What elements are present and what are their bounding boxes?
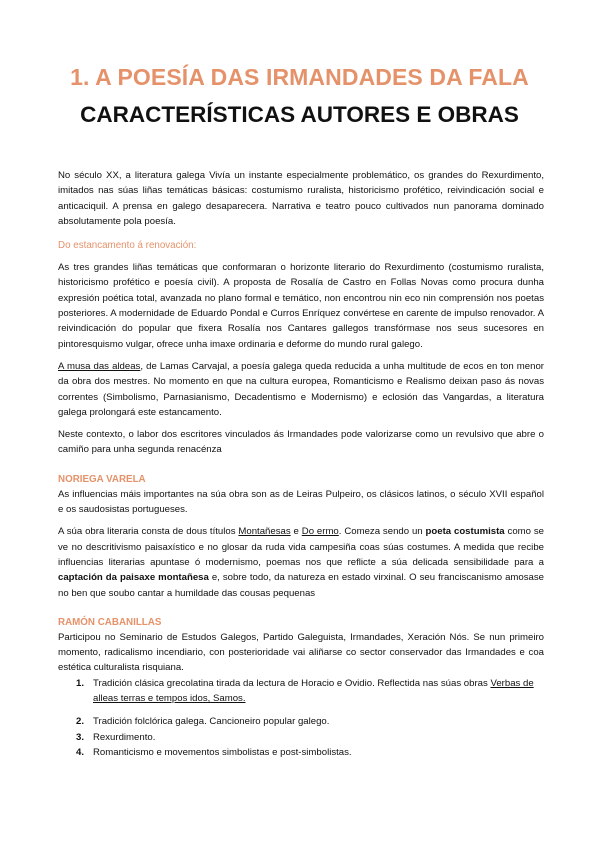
cabanillas-paragraph-1: Participou no Seminario de Estudos Galegos, Partido Galeguista, Irmandades, Xeración Nós. Se nun primeiro momento, radicalismo incendiario, con posterioridade vai aliñarse co sector conservador das Irmandades e coa estética culturalista risquiana. xyxy=(58,631,544,674)
list-item-number: 4. xyxy=(76,746,85,758)
document-body xyxy=(58,168,544,760)
renovacion-paragraph-3: Neste contexto, o labor dos escritores vinculados ás Irmandades pode valorizarse como un revulsivo que abre o camiño para unha segunda renacénza xyxy=(58,429,544,456)
work-link-verbas-de-alleas-terras[interactable]: Verbas de alleas terras e tempos idos, Samos. xyxy=(93,677,534,705)
noriega-paragraph-1: As influencias máis importantes na súa obra son as de Leiras Pulpeiro, os clásicos latinos, o século XVII español e os saudosistas portugueses. xyxy=(58,488,544,516)
noriega-text-d: e, sobre todo, da natureza en estado virxinal. O seu franciscanismo amosase no ben que soubo cantar a humildade das cousas pequenas xyxy=(58,572,544,599)
noriega-text-a: A súa obra literaria consta de dous títulos xyxy=(58,526,239,538)
list-item-text: Tradición folclórica galega. Cancioneiro popular galego. xyxy=(93,716,330,728)
noriega-text-and: e xyxy=(290,526,302,538)
list-item xyxy=(58,676,544,707)
noriega-bold-poeta-costumista: poeta costumista xyxy=(425,526,505,538)
renovacion-paragraph-2-text: , de Lamas Carvajal, a poesía galega queda reducida a unha multitude de ecos en ton menor da obra dos mestres. No momento en que na cultura europea, Romanticismo e Realismo deixan paso ás novas correntes (Simbolismo, Parnasianismo, Decadentismo e Modernismo) e eclosión das Vangardas, a literatura galega prolongará este estancamento. xyxy=(58,360,544,418)
page-subtitle: CARACTERÍSTICAS AUTORES E OBRAS xyxy=(80,102,519,127)
section-subtitle-renovacion: Do estancamento á renovación: xyxy=(58,240,197,252)
list-item-number: 1. xyxy=(76,677,85,689)
list-item-text: Romanticismo e movementos simbolistas e post-simbolistas. xyxy=(93,746,352,758)
cabanillas-influences-list xyxy=(58,676,544,760)
work-link-do-ermo[interactable]: Do ermo xyxy=(301,526,339,538)
list-item-text: Rexurdimento. xyxy=(93,731,156,743)
list-item xyxy=(58,714,544,729)
intro-paragraph: No século XX, a literatura galega Vivía un instante especialmente problemático, os grandes do Rexurdimento, imitados nas súas liñas temáticas básicas: costumismo ruralista, historicismo profético, reivindicación social e anticaciquil. A prensa en galego desaparecera. Narrativa e teatro pouco cultivados nun panorama dominado absolutamente pola poesía. xyxy=(58,170,544,227)
list-item xyxy=(58,730,544,745)
noriega-text-b: . Comeza sendo un xyxy=(338,526,426,538)
list-item-number: 2. xyxy=(76,716,85,728)
renovacion-paragraph-1: As tres grandes liñas temáticas que conformaran o horizonte literario do Rexurdimento (costumismo ruralista, historicismo profético e poesía civil). A proposta de Rosalía de Castro en Follas Novas como procura dunha expresión poética total, avanzada no plano formal e temático, non encontrou nin eco nin comprensión nos poetas posteriores. A modernidade de Eduardo Pondal e Curros Enríquez convértese en carente de impulso renovador. A reivindicación do popular que fixera Rosalía nos Cantares gallegos transfórmase nos seus sucesores en pintoresquismo vulgar, ofrece unha imaxe ordinaria e deforme do mundo rural galego. xyxy=(58,262,544,350)
list-item xyxy=(58,745,544,760)
noriega-text-c: como se ve no descritivismo paisaxístico e no glosar da ruda vida campesiña coas súas costumes. A medida que recibe influencias literarias apuntase ó modernismo, poemas nos que reflicte a súa delicada sensibilidade para a xyxy=(58,526,544,568)
list-item-text: Tradición clásica grecolatina tirada da lectura de Horacio e Ovidio. Reflectida nas súas obras xyxy=(93,677,491,689)
list-item-number: 3. xyxy=(76,731,85,743)
noriega-paragraph-2 xyxy=(58,524,544,600)
work-link-musa-das-aldeas[interactable]: A musa das aldeas xyxy=(58,360,141,372)
renovacion-paragraph-2 xyxy=(58,359,544,420)
section-heading-noriega-varela: NORIEGA VARELA xyxy=(58,473,146,485)
section-heading-ramon-cabanillas: RAMÓN CABANILLAS xyxy=(58,616,162,628)
work-link-montanesas[interactable]: Montañesas xyxy=(238,526,291,538)
page-title: 1. A POESÍA DAS IRMANDADES DA FALA xyxy=(70,64,529,90)
noriega-bold-captacion: captación da paisaxe montañesa xyxy=(58,572,209,584)
